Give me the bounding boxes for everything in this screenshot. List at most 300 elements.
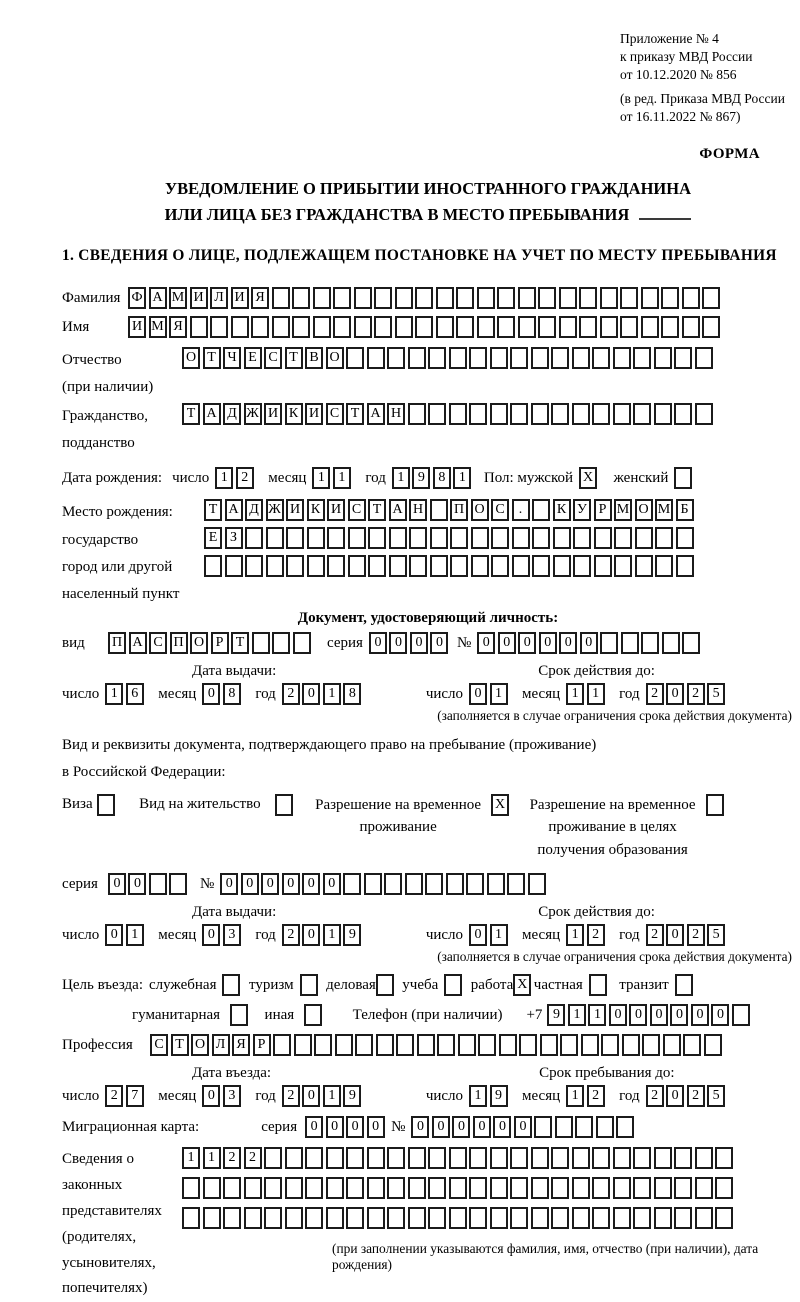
form-cell[interactable] [600,316,618,338]
purpose-business-checkbox[interactable] [222,974,243,996]
form-cell[interactable] [614,527,632,549]
form-cell[interactable] [326,1207,344,1229]
form-cell[interactable]: 0 [650,1004,668,1026]
form-cell[interactable] [589,974,607,996]
form-cell[interactable] [367,1207,385,1229]
form-cell[interactable] [169,873,187,895]
form-cell[interactable]: Е [244,347,262,369]
form-cell[interactable]: 0 [389,632,407,654]
form-cell[interactable]: Ф [128,287,146,309]
form-cell[interactable] [204,555,222,577]
form-cell[interactable] [275,794,293,816]
form-cell[interactable]: 3 [223,924,241,946]
form-cell[interactable]: О [326,347,344,369]
form-cell[interactable] [292,287,310,309]
form-cell[interactable] [469,1147,487,1169]
form-cell[interactable] [272,316,290,338]
form-cell[interactable] [477,316,495,338]
form-cell[interactable]: М [655,499,673,521]
form-cell[interactable] [600,632,618,654]
form-cell[interactable] [675,974,693,996]
purpose-work-checkbox[interactable] [513,974,534,996]
form-cell[interactable] [633,1207,651,1229]
form-cell[interactable]: А [367,403,385,425]
form-cell[interactable] [572,347,590,369]
form-cell[interactable] [307,555,325,577]
form-cell[interactable]: 0 [473,1116,491,1138]
form-cell[interactable] [364,873,382,895]
form-cell[interactable]: А [389,499,407,521]
form-cell[interactable]: 0 [514,1116,532,1138]
form-cell[interactable]: 8 [343,683,361,705]
form-cell[interactable]: 0 [220,873,238,895]
form-cell[interactable] [592,403,610,425]
temp-edu-permit-checkbox[interactable] [706,794,727,816]
form-cell[interactable]: Т [231,632,249,654]
form-cell[interactable] [354,287,372,309]
form-cell[interactable]: 0 [282,873,300,895]
form-cell[interactable]: С [264,347,282,369]
form-cell[interactable] [408,347,426,369]
form-cell[interactable]: О [471,499,489,521]
form-cell[interactable] [682,316,700,338]
form-cell[interactable] [532,527,550,549]
form-cell[interactable]: Н [409,499,427,521]
form-cell[interactable]: 1 [105,683,123,705]
form-cell[interactable]: Л [210,287,228,309]
form-cell[interactable] [223,1177,241,1199]
form-cell[interactable] [621,632,639,654]
form-cell[interactable] [532,555,550,577]
form-cell[interactable]: С [348,499,366,521]
form-cell[interactable]: Б [676,499,694,521]
form-cell[interactable] [478,1034,496,1056]
form-cell[interactable] [333,316,351,338]
form-cell[interactable]: 1 [126,924,144,946]
form-cell[interactable] [613,1207,631,1229]
form-cell[interactable] [642,1034,660,1056]
form-cell[interactable] [695,347,713,369]
form-cell[interactable]: 2 [282,1085,300,1107]
form-cell[interactable] [695,1147,713,1169]
form-cell[interactable] [663,1034,681,1056]
form-cell[interactable] [641,287,659,309]
form-cell[interactable] [531,347,549,369]
form-cell[interactable] [594,555,612,577]
form-cell[interactable]: 0 [430,632,448,654]
form-cell[interactable] [654,403,672,425]
form-cell[interactable] [702,287,720,309]
form-cell[interactable] [376,974,394,996]
form-cell[interactable]: 1 [215,467,233,489]
form-cell[interactable] [466,873,484,895]
form-cell[interactable] [430,499,448,521]
form-cell[interactable] [674,1207,692,1229]
form-cell[interactable]: 0 [666,1085,684,1107]
form-cell[interactable]: И [327,499,345,521]
form-cell[interactable] [674,1147,692,1169]
form-cell[interactable] [633,347,651,369]
form-cell[interactable] [490,1207,508,1229]
form-cell[interactable]: 0 [367,1116,385,1138]
form-cell[interactable] [327,527,345,549]
form-cell[interactable] [244,1207,262,1229]
form-cell[interactable] [449,1177,467,1199]
form-cell[interactable] [97,794,115,816]
form-cell[interactable]: Я [169,316,187,338]
form-cell[interactable] [695,1207,713,1229]
form-cell[interactable]: 0 [469,924,487,946]
form-cell[interactable] [596,1116,614,1138]
form-cell[interactable]: 1 [312,467,330,489]
form-cell[interactable] [613,1147,631,1169]
form-cell[interactable] [559,316,577,338]
form-cell[interactable] [510,1147,528,1169]
form-cell[interactable] [446,873,464,895]
form-cell[interactable] [555,1116,573,1138]
form-cell[interactable] [425,873,443,895]
form-cell[interactable]: 6 [126,683,144,705]
form-cell[interactable]: 0 [452,1116,470,1138]
form-cell[interactable]: 9 [490,1085,508,1107]
form-cell[interactable] [469,1207,487,1229]
form-cell[interactable] [531,1147,549,1169]
form-cell[interactable] [715,1177,733,1199]
form-cell[interactable] [285,1207,303,1229]
form-cell[interactable]: И [286,499,304,521]
form-cell[interactable]: 0 [666,924,684,946]
form-cell[interactable]: 0 [323,873,341,895]
form-cell[interactable] [285,1147,303,1169]
form-cell[interactable] [266,555,284,577]
form-cell[interactable] [389,527,407,549]
form-cell[interactable]: К [285,403,303,425]
form-cell[interactable] [732,1004,750,1026]
form-cell[interactable] [531,1207,549,1229]
form-cell[interactable] [507,873,525,895]
form-cell[interactable] [633,1177,651,1199]
form-cell[interactable]: 0 [498,632,516,654]
form-cell[interactable] [456,287,474,309]
form-cell[interactable]: 1 [566,924,584,946]
form-cell[interactable] [408,1207,426,1229]
form-cell[interactable]: Т [204,499,222,521]
form-cell[interactable]: 9 [547,1004,565,1026]
form-cell[interactable] [551,403,569,425]
form-cell[interactable] [272,287,290,309]
form-cell[interactable] [676,555,694,577]
purpose-tourism-checkbox[interactable] [300,974,321,996]
form-cell[interactable] [477,287,495,309]
form-cell[interactable] [203,1177,221,1199]
form-cell[interactable]: Р [253,1034,271,1056]
form-cell[interactable]: 0 [302,683,320,705]
form-cell[interactable] [573,527,591,549]
form-cell[interactable] [387,1177,405,1199]
form-cell[interactable] [285,1177,303,1199]
form-cell[interactable] [396,1034,414,1056]
form-cell[interactable] [531,1177,549,1199]
form-cell[interactable] [497,316,515,338]
form-cell[interactable]: А [225,499,243,521]
form-cell[interactable] [695,403,713,425]
form-cell[interactable] [706,794,724,816]
form-cell[interactable]: У [573,499,591,521]
form-cell[interactable] [343,873,361,895]
form-cell[interactable] [490,1177,508,1199]
form-cell[interactable]: И [128,316,146,338]
form-cell[interactable] [436,316,454,338]
form-cell[interactable]: X [513,974,531,996]
form-cell[interactable] [348,555,366,577]
form-cell[interactable]: 1 [392,467,410,489]
form-cell[interactable] [266,527,284,549]
form-cell[interactable]: А [203,403,221,425]
form-cell[interactable]: П [108,632,126,654]
form-cell[interactable] [449,347,467,369]
form-cell[interactable]: З [225,527,243,549]
form-cell[interactable] [292,316,310,338]
form-cell[interactable] [415,316,433,338]
form-cell[interactable] [538,287,556,309]
form-cell[interactable] [450,527,468,549]
form-cell[interactable] [654,1147,672,1169]
form-cell[interactable]: С [326,403,344,425]
form-cell[interactable] [572,403,590,425]
form-cell[interactable] [444,974,462,996]
purpose-transit-checkbox[interactable] [675,974,696,996]
form-cell[interactable]: А [149,287,167,309]
form-cell[interactable] [551,1207,569,1229]
form-cell[interactable] [512,555,530,577]
form-cell[interactable] [305,1177,323,1199]
form-cell[interactable]: 0 [369,632,387,654]
form-cell[interactable]: 0 [580,632,598,654]
form-cell[interactable] [682,287,700,309]
form-cell[interactable] [491,527,509,549]
form-cell[interactable] [572,1177,590,1199]
form-cell[interactable]: Я [251,287,269,309]
form-cell[interactable]: Ж [266,499,284,521]
form-cell[interactable]: Т [182,403,200,425]
form-cell[interactable] [654,1207,672,1229]
form-cell[interactable] [581,1034,599,1056]
form-cell[interactable]: Д [245,499,263,521]
form-cell[interactable]: С [149,632,167,654]
form-cell[interactable] [499,1034,517,1056]
form-cell[interactable] [222,974,240,996]
form-cell[interactable] [655,527,673,549]
form-cell[interactable] [436,287,454,309]
form-cell[interactable] [674,347,692,369]
form-cell[interactable] [368,527,386,549]
form-cell[interactable] [676,527,694,549]
form-cell[interactable]: 1 [490,683,508,705]
form-cell[interactable] [190,316,208,338]
form-cell[interactable]: 0 [410,632,428,654]
form-cell[interactable] [304,1004,322,1026]
form-cell[interactable] [469,347,487,369]
form-cell[interactable] [510,403,528,425]
form-cell[interactable] [655,555,673,577]
form-cell[interactable] [551,1177,569,1199]
form-cell[interactable]: 1 [453,467,471,489]
form-cell[interactable]: 5 [707,683,725,705]
form-cell[interactable] [600,287,618,309]
form-cell[interactable] [428,403,446,425]
form-cell[interactable]: 9 [412,467,430,489]
form-cell[interactable] [210,316,228,338]
form-cell[interactable]: 8 [433,467,451,489]
form-cell[interactable]: Е [204,527,222,549]
form-cell[interactable]: 2 [687,924,705,946]
form-cell[interactable] [575,1116,593,1138]
form-cell[interactable]: 0 [241,873,259,895]
form-cell[interactable] [387,347,405,369]
temp-permit-checkbox[interactable] [491,794,512,816]
form-cell[interactable] [553,555,571,577]
form-cell[interactable]: 1 [588,1004,606,1026]
form-cell[interactable]: Т [171,1034,189,1056]
form-cell[interactable]: 0 [411,1116,429,1138]
form-cell[interactable] [469,403,487,425]
form-cell[interactable] [572,1207,590,1229]
form-cell[interactable] [264,1177,282,1199]
form-cell[interactable] [223,1207,241,1229]
form-cell[interactable] [614,555,632,577]
form-cell[interactable]: 0 [609,1004,627,1026]
form-cell[interactable] [313,316,331,338]
purpose-private-checkbox[interactable] [589,974,610,996]
form-cell[interactable] [490,347,508,369]
purpose-study-checkbox[interactable] [444,974,465,996]
form-cell[interactable] [314,1034,332,1056]
form-cell[interactable] [613,403,631,425]
form-cell[interactable] [244,1177,262,1199]
form-cell[interactable] [182,1207,200,1229]
form-cell[interactable] [620,287,638,309]
form-cell[interactable]: С [491,499,509,521]
form-cell[interactable]: 1 [568,1004,586,1026]
form-cell[interactable] [327,555,345,577]
purpose-other-checkbox[interactable] [304,1004,325,1026]
form-cell[interactable] [408,1147,426,1169]
form-cell[interactable] [305,1147,323,1169]
form-cell[interactable] [428,1147,446,1169]
form-cell[interactable] [387,1147,405,1169]
form-cell[interactable] [704,1034,722,1056]
form-cell[interactable]: 3 [223,1085,241,1107]
form-cell[interactable]: И [231,287,249,309]
form-cell[interactable]: 0 [691,1004,709,1026]
form-cell[interactable]: 1 [323,924,341,946]
form-cell[interactable] [387,1207,405,1229]
form-cell[interactable]: Р [594,499,612,521]
form-cell[interactable] [540,1034,558,1056]
form-cell[interactable] [367,1177,385,1199]
form-cell[interactable] [553,527,571,549]
form-cell[interactable] [592,347,610,369]
form-cell[interactable] [335,1034,353,1056]
form-cell[interactable] [449,403,467,425]
form-cell[interactable] [573,555,591,577]
form-cell[interactable]: Д [223,403,241,425]
form-cell[interactable]: О [635,499,653,521]
form-cell[interactable]: Т [346,403,364,425]
form-cell[interactable] [294,1034,312,1056]
form-cell[interactable]: 0 [518,632,536,654]
form-cell[interactable] [273,1034,291,1056]
form-cell[interactable] [346,347,364,369]
form-cell[interactable] [641,316,659,338]
form-cell[interactable]: 0 [302,1085,320,1107]
form-cell[interactable]: К [307,499,325,521]
form-cell[interactable]: 0 [302,873,320,895]
form-cell[interactable]: 0 [670,1004,688,1026]
form-cell[interactable] [408,1177,426,1199]
form-cell[interactable]: 2 [687,1085,705,1107]
form-cell[interactable]: А [129,632,147,654]
form-cell[interactable] [346,1207,364,1229]
form-cell[interactable]: 1 [490,924,508,946]
form-cell[interactable]: 0 [202,1085,220,1107]
form-cell[interactable] [613,1177,631,1199]
form-cell[interactable] [368,555,386,577]
form-cell[interactable] [367,347,385,369]
form-cell[interactable]: 0 [432,1116,450,1138]
form-cell[interactable] [348,527,366,549]
form-cell[interactable] [592,1177,610,1199]
form-cell[interactable]: 0 [469,683,487,705]
form-cell[interactable] [487,873,505,895]
form-cell[interactable] [635,555,653,577]
form-cell[interactable] [355,1034,373,1056]
form-cell[interactable] [367,1147,385,1169]
form-cell[interactable] [252,632,270,654]
form-cell[interactable] [620,316,638,338]
form-cell[interactable]: 0 [302,924,320,946]
form-cell[interactable] [633,1147,651,1169]
form-cell[interactable]: П [450,499,468,521]
form-cell[interactable] [616,1116,634,1138]
form-cell[interactable] [518,287,536,309]
form-cell[interactable]: Т [368,499,386,521]
form-cell[interactable] [428,1177,446,1199]
form-cell[interactable] [497,287,515,309]
form-cell[interactable] [437,1034,455,1056]
form-cell[interactable]: Ч [223,347,241,369]
form-cell[interactable] [579,316,597,338]
form-cell[interactable] [674,467,692,489]
form-cell[interactable]: 2 [223,1147,241,1169]
form-cell[interactable] [715,1147,733,1169]
form-cell[interactable] [674,1177,692,1199]
form-cell[interactable] [333,287,351,309]
form-cell[interactable] [245,555,263,577]
form-cell[interactable] [654,1177,672,1199]
form-cell[interactable]: 0 [202,683,220,705]
form-cell[interactable] [408,403,426,425]
form-cell[interactable]: И [190,287,208,309]
form-cell[interactable] [534,1116,552,1138]
form-cell[interactable]: 2 [587,924,605,946]
form-cell[interactable] [293,632,311,654]
form-cell[interactable] [683,1034,701,1056]
form-cell[interactable]: 1 [323,683,341,705]
gender-male-checkbox[interactable] [579,467,600,489]
form-cell[interactable] [682,632,700,654]
form-cell[interactable]: 1 [203,1147,221,1169]
